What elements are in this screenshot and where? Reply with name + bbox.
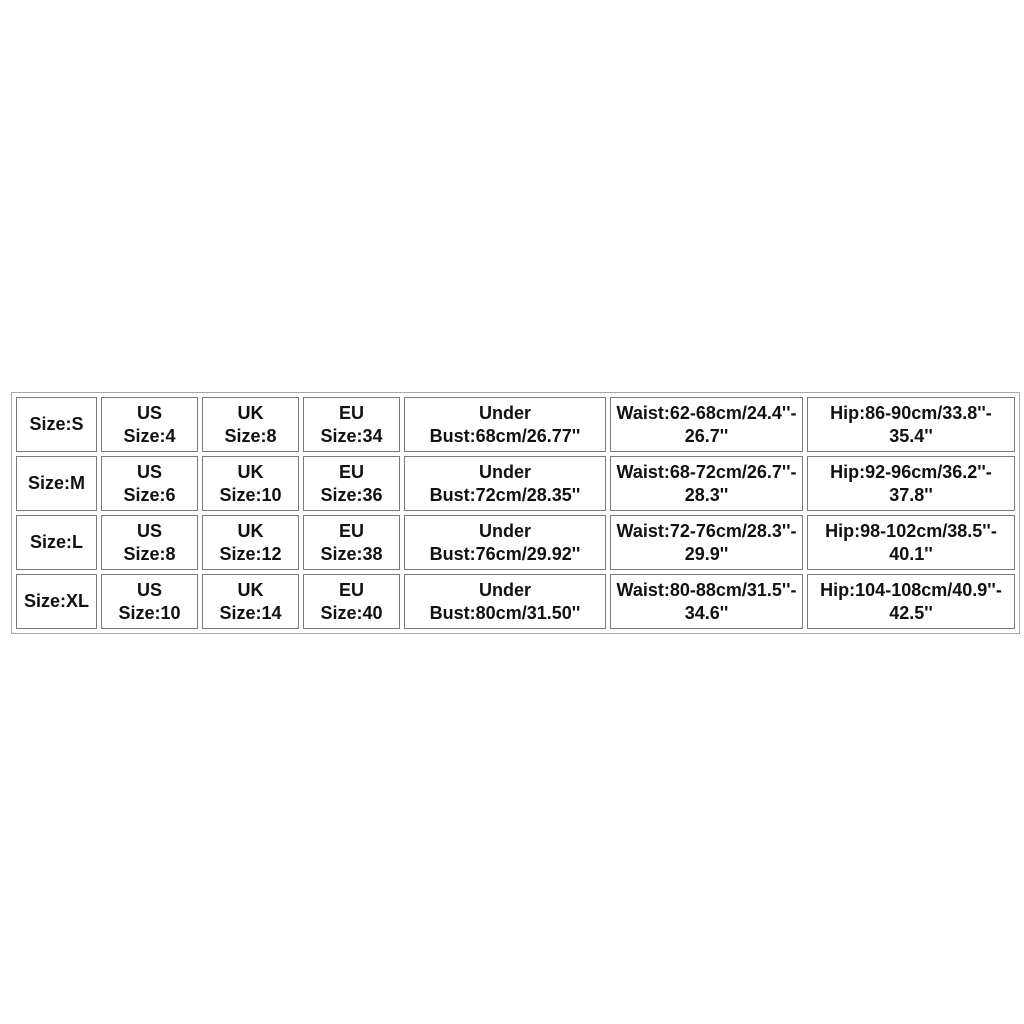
size-label-cell: Size:M bbox=[16, 456, 97, 511]
hip-cell: Hip:104-108cm/40.9''- 42.5'' bbox=[807, 574, 1015, 629]
us-size-cell: US Size:10 bbox=[101, 574, 198, 629]
waist-cell: Waist:80-88cm/31.5''- 34.6'' bbox=[610, 574, 803, 629]
size-row-l bbox=[16, 515, 1015, 570]
us-size-cell: US Size:4 bbox=[101, 397, 198, 452]
uk-size-cell: UK Size:12 bbox=[202, 515, 299, 570]
us-size-cell: US Size:8 bbox=[101, 515, 198, 570]
size-chart-table bbox=[11, 392, 1020, 634]
uk-size-cell: UK Size:8 bbox=[202, 397, 299, 452]
underbust-cell: Under Bust:76cm/29.92'' bbox=[404, 515, 606, 570]
size-row-s bbox=[16, 397, 1015, 452]
size-label-cell: Size:XL bbox=[16, 574, 97, 629]
hip-cell: Hip:98-102cm/38.5''- 40.1'' bbox=[807, 515, 1015, 570]
underbust-cell: Under Bust:80cm/31.50'' bbox=[404, 574, 606, 629]
hip-cell: Hip:86-90cm/33.8''- 35.4'' bbox=[807, 397, 1015, 452]
uk-size-cell: UK Size:14 bbox=[202, 574, 299, 629]
underbust-cell: Under Bust:68cm/26.77'' bbox=[404, 397, 606, 452]
uk-size-cell: UK Size:10 bbox=[202, 456, 299, 511]
underbust-cell: Under Bust:72cm/28.35'' bbox=[404, 456, 606, 511]
eu-size-cell: EU Size:34 bbox=[303, 397, 400, 452]
size-row-xl bbox=[16, 574, 1015, 629]
waist-cell: Waist:72-76cm/28.3''- 29.9'' bbox=[610, 515, 803, 570]
size-label-cell: Size:S bbox=[16, 397, 97, 452]
waist-cell: Waist:68-72cm/26.7''- 28.3'' bbox=[610, 456, 803, 511]
us-size-cell: US Size:6 bbox=[101, 456, 198, 511]
waist-cell: Waist:62-68cm/24.4''- 26.7'' bbox=[610, 397, 803, 452]
size-label-cell: Size:L bbox=[16, 515, 97, 570]
eu-size-cell: EU Size:40 bbox=[303, 574, 400, 629]
eu-size-cell: EU Size:36 bbox=[303, 456, 400, 511]
size-row-m bbox=[16, 456, 1015, 511]
hip-cell: Hip:92-96cm/36.2''- 37.8'' bbox=[807, 456, 1015, 511]
eu-size-cell: EU Size:38 bbox=[303, 515, 400, 570]
